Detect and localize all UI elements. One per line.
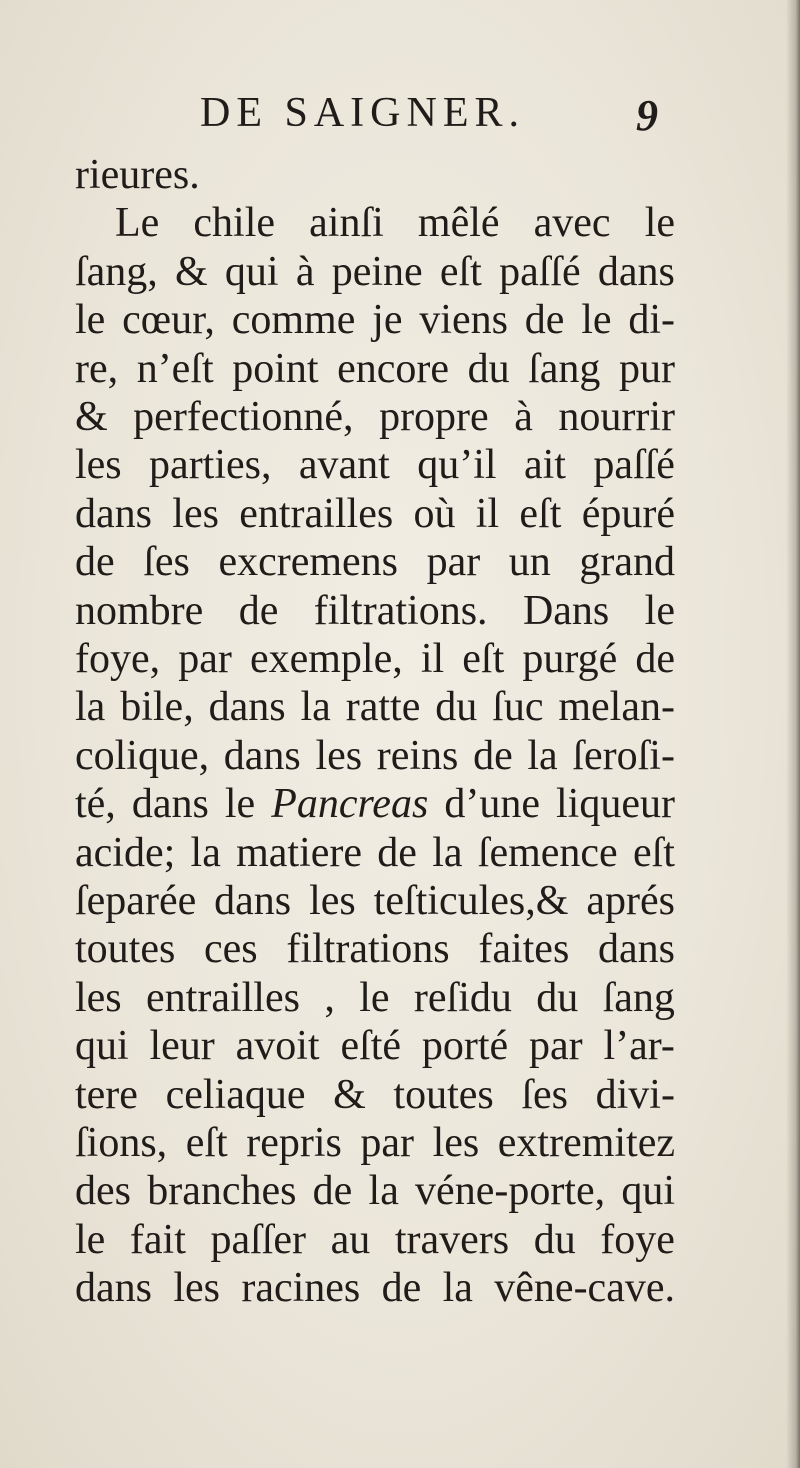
word: travers	[394, 1216, 510, 1263]
word: les	[75, 442, 122, 489]
word: de	[381, 1265, 422, 1312]
word: &	[175, 248, 208, 295]
word: où	[413, 490, 456, 537]
word: Pancreas	[271, 781, 429, 828]
word: le	[581, 297, 612, 344]
word: par	[426, 539, 481, 586]
word: du	[435, 684, 478, 731]
word: aprés	[586, 878, 675, 924]
text-line	[75, 1118, 675, 1168]
word: comme	[231, 297, 356, 344]
word: paſſé	[499, 248, 581, 295]
running-head: DE SAIGNER.	[200, 90, 525, 136]
word: branches	[147, 1168, 297, 1215]
word: cœur,	[122, 297, 215, 344]
text-line	[75, 247, 675, 297]
word: le	[359, 974, 390, 1021]
word: exemple,	[249, 636, 403, 682]
text-line	[75, 924, 675, 974]
word: extremitez	[497, 1120, 675, 1166]
word: ainſi	[309, 200, 384, 247]
word: divi-	[595, 1071, 675, 1118]
word: la	[300, 684, 331, 731]
word: au	[330, 1216, 371, 1263]
word: point	[232, 345, 319, 392]
word: eſt	[632, 829, 675, 876]
word: Dans	[522, 587, 610, 634]
word: acide;	[75, 829, 176, 876]
word: le	[644, 587, 675, 634]
word: colique,	[75, 732, 210, 779]
word: faites	[478, 926, 570, 973]
word: porté	[421, 1023, 509, 1070]
word: repris	[246, 1120, 342, 1166]
word: de	[473, 732, 513, 779]
word: ſeparée	[75, 878, 197, 924]
word: ,	[324, 974, 335, 1021]
word: paſſé	[593, 442, 675, 489]
word: dans	[75, 490, 152, 537]
word: avoit	[235, 1023, 320, 1070]
word: ſes	[143, 539, 190, 586]
word: Le	[115, 200, 160, 247]
word: racines	[241, 1265, 361, 1312]
text-line	[75, 344, 675, 394]
word: vêne-cave.	[494, 1265, 675, 1312]
word: du	[467, 345, 510, 392]
word: entrailles	[239, 490, 394, 537]
text-line	[75, 489, 675, 539]
word: par	[529, 1023, 583, 1070]
word: eſt	[185, 1120, 228, 1166]
word: perfectionné,	[133, 394, 354, 440]
word: ſeroſi-	[572, 732, 675, 779]
text-line	[75, 634, 675, 684]
word: dans	[597, 248, 675, 295]
word: ces	[204, 926, 258, 973]
word: chile	[193, 200, 276, 247]
word: leur	[149, 1023, 215, 1070]
word: celiaque	[165, 1071, 306, 1118]
word: peine	[331, 248, 423, 295]
text-line	[75, 392, 675, 442]
word: di-	[628, 297, 675, 344]
word: nombre	[75, 587, 204, 634]
word: les	[315, 732, 363, 779]
word: grand	[579, 539, 675, 586]
word: de	[377, 829, 417, 876]
word: du	[533, 1216, 576, 1263]
word: les	[173, 1265, 220, 1312]
text-line	[75, 1070, 675, 1120]
word: fait	[129, 1216, 186, 1263]
word: de	[524, 297, 565, 344]
text-line	[75, 1263, 675, 1313]
word: matiere	[236, 829, 363, 876]
word: le	[644, 200, 675, 247]
word: de	[635, 636, 675, 682]
text-line	[75, 1215, 675, 1265]
word: je	[372, 297, 403, 344]
word: qu’il	[417, 442, 497, 489]
word: toutes	[393, 1071, 494, 1118]
text-line	[75, 731, 675, 781]
word: dans	[223, 732, 301, 779]
text-line	[75, 779, 675, 829]
word: eſt	[439, 248, 482, 295]
word: rieures.	[75, 152, 200, 198]
word: nourrir	[558, 394, 675, 440]
word: ratte	[345, 684, 421, 731]
word: qui	[224, 248, 279, 295]
word: eſt	[462, 636, 505, 682]
word: mêlé	[417, 200, 500, 247]
page-edge-shadow	[786, 0, 800, 1468]
word: pur	[618, 345, 675, 392]
word: n’eſt	[136, 345, 214, 392]
text-line	[75, 440, 675, 490]
text-line	[75, 295, 675, 345]
word: dans	[75, 1265, 152, 1312]
word: filtrations.	[313, 587, 488, 634]
word: par	[178, 636, 232, 682]
word: dans	[214, 878, 292, 924]
word: foye,	[75, 636, 161, 682]
word: ſang,	[75, 248, 158, 295]
word: le	[224, 781, 256, 828]
word: de	[75, 539, 115, 586]
word: &	[333, 1071, 366, 1118]
word: véne-porte,	[415, 1168, 606, 1215]
word: la	[190, 829, 221, 876]
word: purgé	[522, 636, 618, 682]
word: avec	[533, 200, 611, 247]
word: le	[75, 1216, 106, 1263]
word: ait	[523, 442, 566, 489]
text-line	[75, 1166, 675, 1216]
text-line	[75, 537, 675, 587]
text-line	[75, 1021, 675, 1071]
word: du	[536, 974, 579, 1021]
word: à	[514, 394, 533, 440]
word: encore	[337, 345, 450, 392]
word: la	[442, 1265, 473, 1312]
word: il	[420, 636, 445, 682]
word: dans	[131, 781, 209, 828]
text-line	[75, 150, 675, 200]
word: épuré	[581, 490, 675, 537]
word: les	[432, 1120, 480, 1166]
word: d’une	[444, 781, 540, 828]
word: bile,	[120, 684, 194, 731]
word: dans	[597, 926, 675, 973]
word: ſions,	[75, 1120, 168, 1166]
word: la	[75, 684, 106, 731]
text-line	[75, 876, 675, 926]
word: teſticules,&	[373, 878, 569, 924]
word: entrailles	[146, 974, 300, 1021]
word: viens	[419, 297, 508, 344]
word: la	[527, 732, 558, 779]
word: ſes	[521, 1071, 569, 1118]
page-number: 9	[636, 91, 658, 140]
word: re,	[75, 345, 119, 392]
word: à	[295, 248, 315, 295]
word: les	[309, 878, 356, 924]
word: ſang	[602, 974, 675, 1021]
text-line	[75, 198, 675, 248]
text-line	[75, 828, 675, 878]
word: la	[432, 829, 463, 876]
text-line	[75, 682, 675, 732]
word: paſſer	[210, 1216, 307, 1263]
word: par	[360, 1120, 415, 1166]
word: l’ar-	[603, 1023, 675, 1070]
word: parties,	[149, 442, 272, 489]
word: liqueur	[556, 781, 675, 828]
word: eſté	[340, 1023, 402, 1070]
word: dans	[208, 684, 286, 731]
word: les	[75, 974, 122, 1021]
word: tere	[75, 1071, 138, 1118]
word: des	[75, 1168, 131, 1215]
word: un	[508, 539, 551, 586]
word: reins	[376, 732, 459, 779]
word: ſang	[528, 345, 601, 392]
word: la	[368, 1168, 399, 1215]
word: le	[75, 297, 106, 344]
word: &	[75, 394, 108, 440]
word: ſuc	[492, 684, 544, 731]
word: reſidu	[413, 974, 512, 1021]
word: ſemence	[477, 829, 618, 876]
word: avant	[298, 442, 390, 489]
word: qui	[621, 1168, 675, 1215]
word: eſt	[519, 490, 562, 537]
text-line	[75, 586, 675, 636]
word: foye	[600, 1216, 675, 1263]
word: toutes	[75, 926, 176, 973]
text-line	[75, 973, 675, 1023]
word: propre	[379, 394, 489, 440]
word: melan-	[558, 684, 675, 731]
word: les	[172, 490, 219, 537]
word: té,	[75, 781, 116, 828]
word: de	[312, 1168, 353, 1215]
word: de	[238, 587, 279, 634]
word: excremens	[218, 539, 399, 586]
word: filtrations	[286, 926, 450, 973]
word: qui	[75, 1023, 129, 1070]
word: il	[475, 490, 500, 537]
